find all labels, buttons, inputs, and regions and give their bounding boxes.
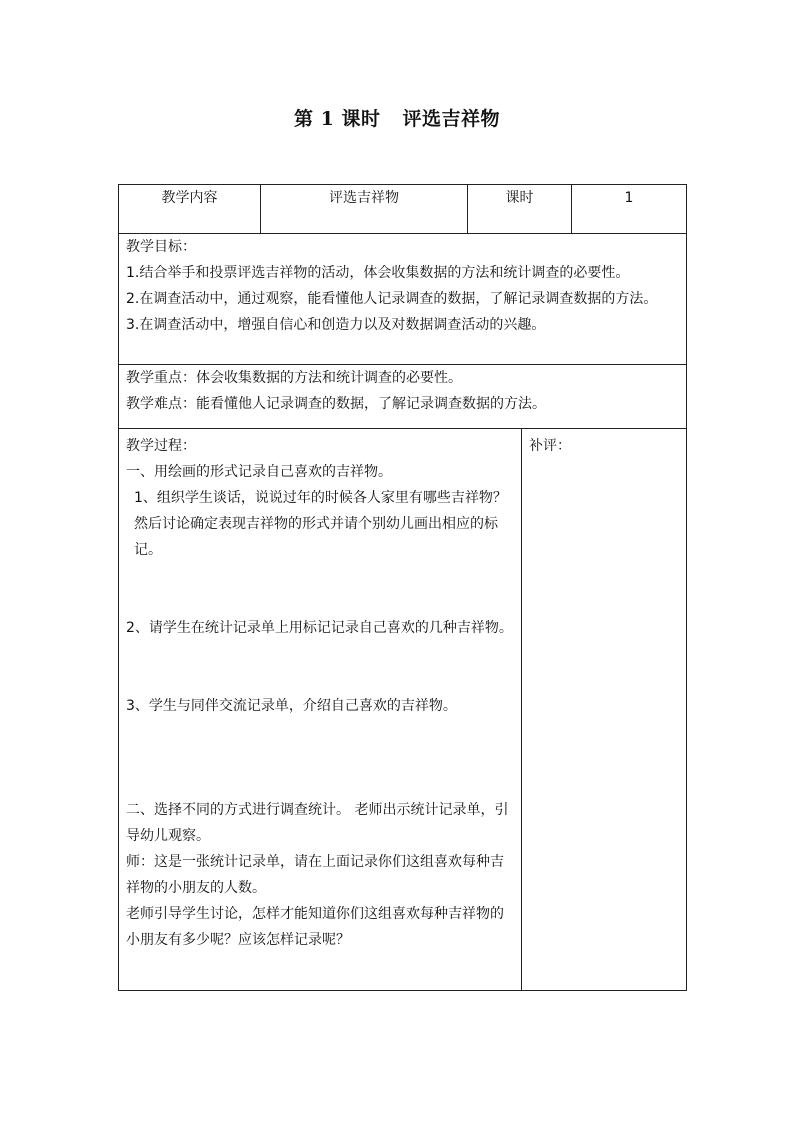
section2-title: 二、选择不同的方式进行调查统计。 老师出示统计记录单，引导幼儿观察。 — [126, 802, 509, 844]
teacher-line: 师：这是一张统计记录单，请在上面记录你们这组喜欢每种吉祥物的小朋友的人数。 — [126, 854, 504, 896]
difficult-point: 教学难点：能看懂他人记录调查的数据，了解记录调查数据的方法。 — [126, 396, 546, 412]
spacer — [126, 563, 514, 615]
notes-label: 补评： — [529, 438, 571, 454]
notes-cell — [522, 429, 687, 991]
lesson-topic: 评选吉祥物 — [402, 108, 500, 130]
goals-cell — [119, 234, 687, 365]
focus-cell — [119, 365, 687, 429]
key-point: 教学重点：体会收集数据的方法和统计调查的必要性。 — [126, 370, 462, 386]
focus-row — [119, 365, 687, 429]
process-label: 教学过程： — [126, 438, 196, 454]
lesson-plan-table — [118, 184, 687, 991]
step-2: 2、请学生在统计记录单上用标记记录自己喜欢的几种吉祥物。 — [126, 620, 513, 636]
goals-row — [119, 234, 687, 365]
step-3: 3、学生与同伴交流记录单，介绍自己喜欢的吉祥物。 — [126, 698, 457, 714]
period-label-cell: 课时 — [468, 185, 572, 234]
process-cell — [119, 429, 522, 991]
spacer — [126, 719, 514, 797]
goal-item-1: 1.结合举手和投票评选吉祥物的活动，体会收集数据的方法和统计调查的必要性。 — [126, 265, 630, 281]
goal-item-3: 3.在调查活动中，增强自信心和创造力以及对数据调查活动的兴趣。 — [126, 317, 546, 333]
content-value-cell: 评选吉祥物 — [261, 185, 468, 234]
period-value-cell: 1 — [572, 185, 687, 234]
spacer — [126, 641, 514, 693]
lesson-number: 第 1 课时 — [294, 108, 381, 130]
process-row — [119, 429, 687, 991]
page-title — [0, 104, 794, 131]
content-label-cell: 教学内容 — [119, 185, 261, 234]
header-row — [119, 185, 687, 234]
section1-title: 一、用绘画的形式记录自己喜欢的吉祥物。 — [126, 464, 392, 480]
step-1: 1、组织学生谈话，说说过年的时候各人家里有哪些吉祥物？然后讨论确定表现吉祥物的形式并请个别幼儿画出相应的标记。 — [134, 490, 507, 558]
goal-item-2: 2.在调查活动中，通过观察，能看懂他人记录调查的数据，了解记录调查数据的方法。 — [126, 291, 658, 307]
discussion-line: 老师引导学生讨论，怎样才能知道你们这组喜欢每种吉祥物的小朋友有多少呢？应该怎样记录呢？ — [126, 906, 504, 948]
goals-label: 教学目标： — [126, 239, 196, 255]
